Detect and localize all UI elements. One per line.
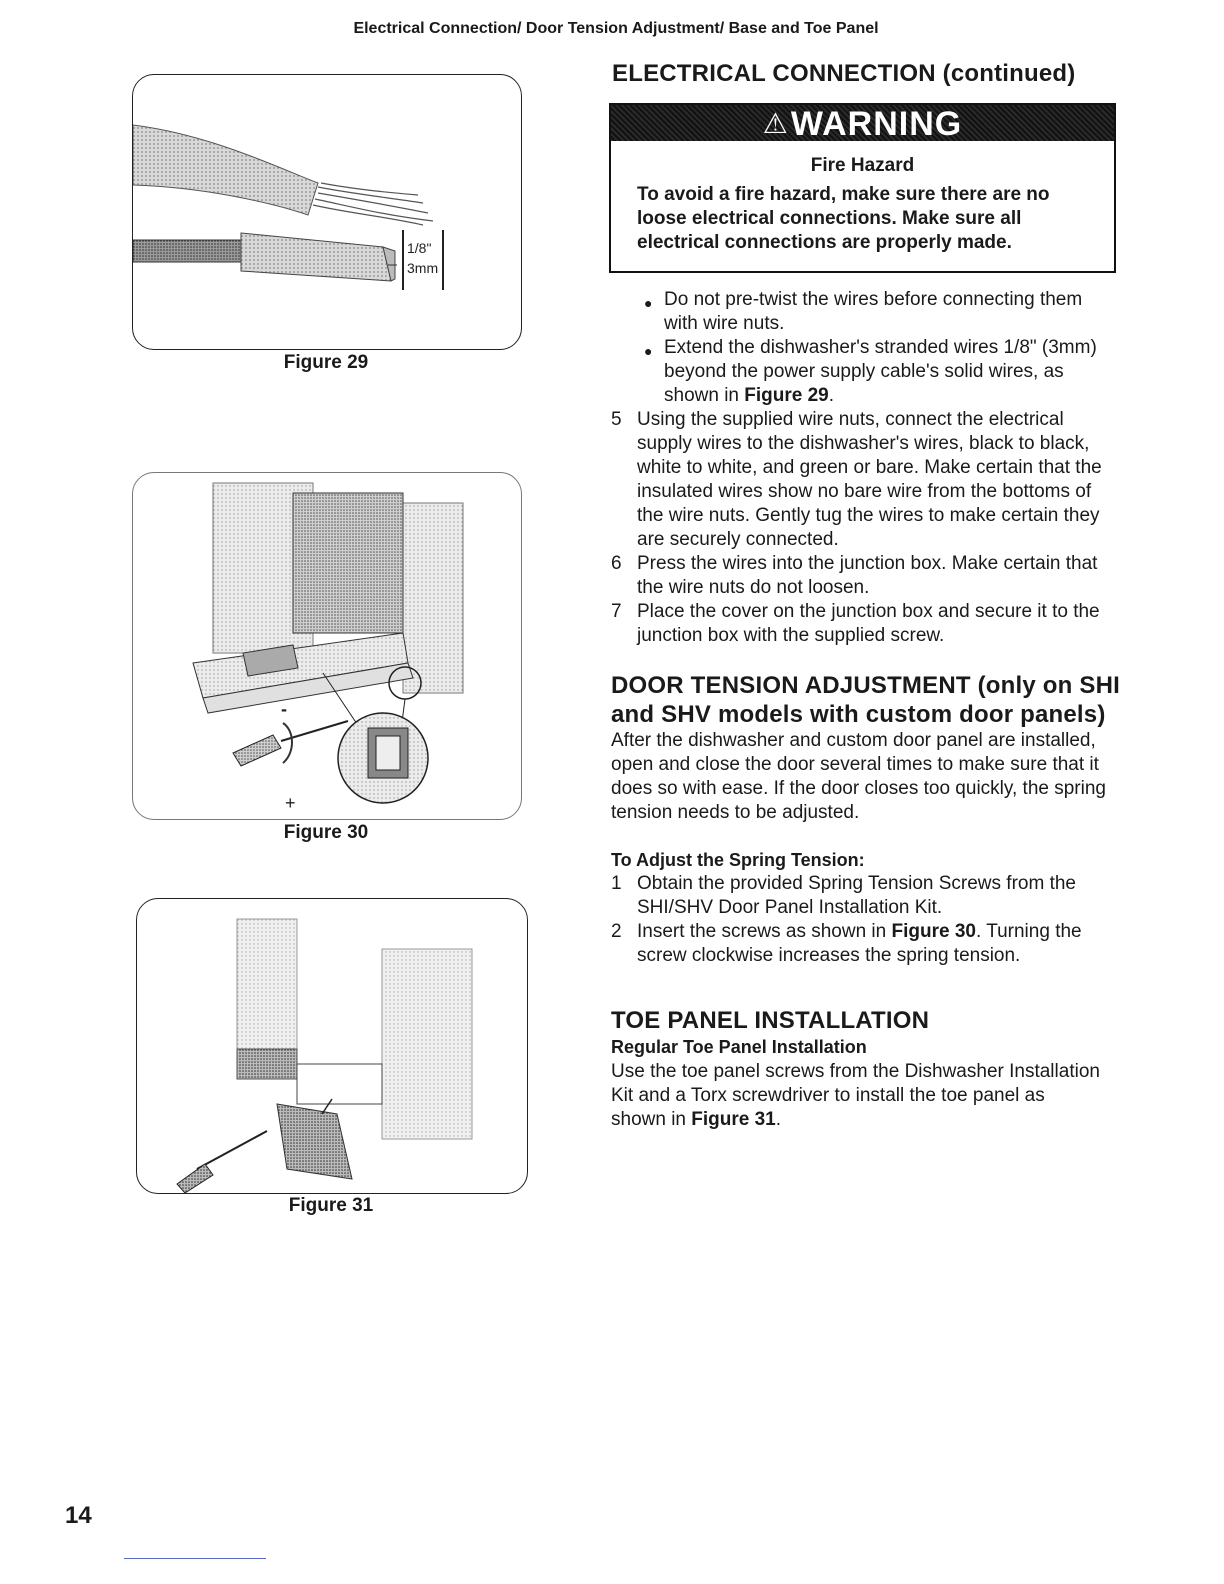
- step-number: 2: [611, 921, 622, 942]
- step-text-end: . Turning the screw clockwise increases the spring tension.: [637, 921, 1082, 966]
- figure-31-image: [136, 898, 528, 1194]
- bullet-item: [644, 288, 1114, 336]
- step-number: 6: [611, 553, 622, 574]
- figure-31-reference: Figure 31: [691, 1109, 776, 1130]
- spring-tension-steps: [611, 872, 1114, 968]
- door-tension-title-line1: DOOR TENSION ADJUSTMENT (only on SHI: [611, 672, 1120, 699]
- figure-30-reference: Figure 30: [891, 921, 976, 942]
- step-text: Press the wires into the junction box. Make certain that the wire nuts do not loosen.: [637, 553, 1098, 598]
- step-item: [611, 552, 1114, 600]
- step-item: [611, 920, 1114, 968]
- electrical-steps: [611, 408, 1114, 648]
- dimension-label-inch: 1/8": [407, 240, 432, 256]
- plus-label: +: [285, 793, 296, 813]
- door-tension-intro: After the dishwasher and custom door panel are installed, open and close the door several times to make sure that it does so with ease. If the door closes too quickly, the spring tension needs to be adjusted.: [611, 730, 1106, 823]
- bullet-end: .: [828, 385, 835, 406]
- step-item: [611, 872, 1114, 920]
- door-tension-illustration: [133, 473, 521, 819]
- warning-subtitle: Fire Hazard: [810, 155, 915, 176]
- bullet-text: Extend the dishwasher's stranded wires 1/8" (3mm) beyond the power supply cable's solid wires, as shown in: [664, 337, 1097, 406]
- wire-illustration: [133, 75, 521, 349]
- figure-30-caption: Figure 30: [283, 822, 369, 843]
- electrical-bullets: [644, 288, 1114, 408]
- door-tension-title-line2: and SHV models with custom door panels): [611, 701, 1106, 728]
- spring-tension-subhead: To Adjust the Spring Tension:: [611, 850, 865, 870]
- warning-box: [609, 103, 1116, 273]
- figure-29-caption: Figure 29: [283, 352, 369, 373]
- page-header: Electrical Connection/ Door Tension Adjustment/ Base and Toe Panel: [353, 20, 879, 37]
- bullet-icon: ●: [644, 295, 653, 311]
- footer-divider: [124, 1558, 266, 1559]
- toe-panel-illustration: [137, 899, 527, 1193]
- bullet-item: [644, 336, 1114, 408]
- warning-triangle-icon: ⚠: [762, 108, 789, 139]
- toe-panel-text-body: Use the toe panel screws from the Dishwasher Installation Kit and a Torx screwdriver to install the toe panel as shown in: [611, 1061, 1100, 1130]
- toe-panel-subhead: Regular Toe Panel Installation: [611, 1037, 867, 1057]
- toe-panel-title: TOE PANEL INSTALLATION: [611, 1007, 930, 1034]
- bullet-icon: ●: [644, 343, 653, 359]
- step-item: [611, 600, 1114, 648]
- page-number: 14: [65, 1502, 92, 1529]
- warning-banner: [611, 105, 1114, 141]
- figure-29-image: [132, 74, 522, 350]
- toe-panel-text: [611, 1060, 1101, 1132]
- step-text: Insert the screws as shown in: [637, 921, 887, 942]
- figure-29-reference: Figure 29: [744, 385, 829, 406]
- step-number: 1: [611, 873, 622, 894]
- step-text: Place the cover on the junction box and secure it to the junction box with the supplied screw.: [637, 601, 1100, 646]
- step-text: Using the supplied wire nuts, connect the electrical supply wires to the dishwasher's wires, black to black, white to white, and green or bare. Make certain that the insulated wires show no bare wire from the bottoms of the wire nuts. Gently tug the wires to make certain they are securely connected.: [637, 409, 1102, 550]
- dimension-label-mm: 3mm: [407, 260, 439, 276]
- minus-label: -: [281, 699, 287, 719]
- warning-text: To avoid a fire hazard, make sure there are no loose electrical connections. Make sure all electrical connections are properly made.: [637, 184, 1050, 253]
- figure-31-caption: Figure 31: [288, 1195, 374, 1216]
- figure-30-image: [132, 472, 522, 820]
- step-item: [611, 408, 1114, 552]
- warning-label: WARNING: [790, 105, 963, 143]
- bullet-text: Do not pre-twist the wires before connecting them with wire nuts.: [664, 289, 1083, 334]
- electrical-section-title: ELECTRICAL CONNECTION (continued): [612, 60, 1076, 87]
- step-text: Obtain the provided Spring Tension Screws from the SHI/SHV Door Panel Installation Kit.: [637, 873, 1076, 918]
- step-number: 7: [611, 601, 622, 622]
- step-number: 5: [611, 409, 622, 430]
- toe-panel-text-end: .: [775, 1109, 782, 1130]
